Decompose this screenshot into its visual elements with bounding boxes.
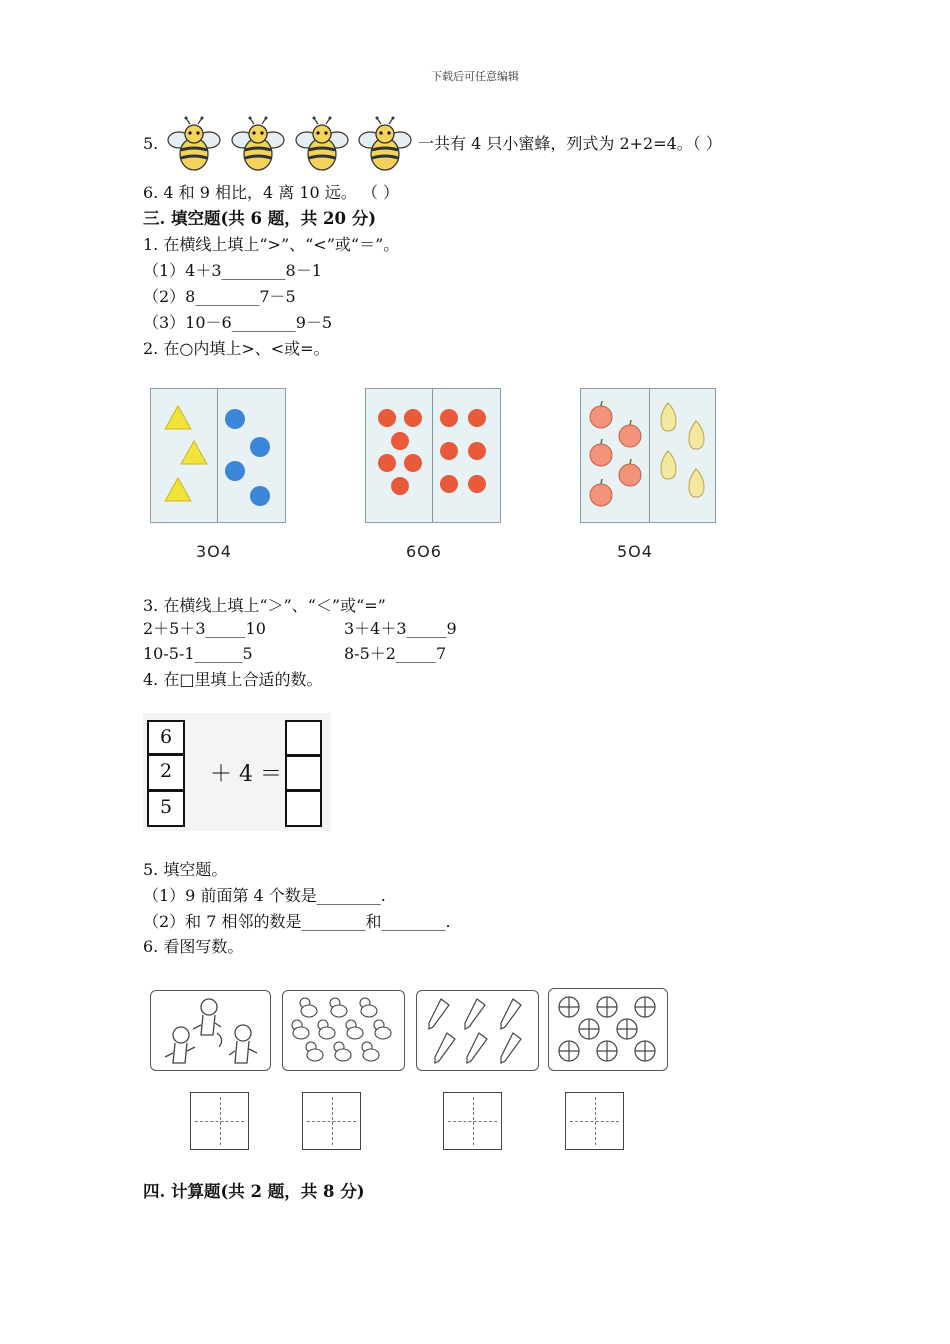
basketball-icon — [635, 997, 655, 1017]
answer-box[interactable] — [285, 720, 322, 756]
answer-box[interactable] — [285, 755, 322, 791]
pencil-icon — [435, 1033, 455, 1063]
q1-item: （2）8________7－5 — [143, 287, 296, 306]
q3-cell: 10-5-1______5 — [143, 644, 253, 663]
apple-icon — [590, 444, 612, 466]
compare-label: 3O4 — [196, 542, 232, 561]
pear-icon — [689, 421, 704, 449]
panel-triangles-dots — [150, 388, 286, 523]
panel-red-dots — [365, 388, 501, 523]
dot-icon — [250, 437, 270, 457]
q1-item: （3）10－6________9－5 — [143, 313, 333, 332]
answer-grid[interactable] — [302, 1092, 361, 1150]
q3-cell: 2＋5＋3_____10 — [143, 619, 266, 638]
bee-group — [163, 116, 418, 176]
apple-icon — [590, 484, 612, 506]
judge-q6: 6. 4 和 9 相比，4 离 10 远。 （ ） — [143, 183, 399, 202]
q5-prompt: 5. 填空题。 — [143, 860, 228, 879]
answer-box[interactable] — [285, 790, 322, 827]
picture-basketballs — [548, 988, 668, 1071]
triangle-icon — [181, 441, 207, 464]
dot-icon — [225, 409, 245, 429]
section3-title: 三. 填空题(共 6 题，共 20 分) — [143, 209, 377, 228]
bee-icon — [296, 117, 348, 171]
chick-icon — [330, 998, 347, 1017]
q5-item: （1）9 前面第 4 个数是________. — [143, 886, 386, 905]
answer-grid[interactable] — [190, 1092, 249, 1150]
number-cell: 6 — [147, 720, 185, 755]
pear-icon — [661, 451, 676, 479]
page-header: 下载后可任意编辑 — [431, 70, 519, 83]
basketball-icon — [597, 1041, 617, 1061]
triangle-icon — [165, 406, 191, 429]
pencil-icon — [467, 1033, 487, 1063]
chick-icon — [374, 1020, 391, 1039]
chick-icon — [362, 1042, 379, 1061]
q3-cell: 8-5＋2_____7 — [344, 644, 447, 663]
number-cell: 2 — [147, 754, 185, 791]
chick-icon — [334, 1042, 351, 1061]
chick-icon — [306, 1042, 323, 1061]
dot-icon — [250, 486, 270, 506]
monkey-icon — [165, 1027, 195, 1063]
chick-icon — [300, 998, 317, 1017]
q4-prompt: 4. 在□里填上合适的数。 — [143, 670, 323, 689]
triangle-icon — [165, 478, 191, 501]
apple-icon — [619, 464, 641, 486]
picture-chicks — [282, 990, 405, 1071]
pear-icon — [661, 403, 676, 431]
compare-label: 5O4 — [617, 542, 653, 561]
judge-q5-number: 5. — [143, 134, 159, 153]
picture-pencils — [416, 990, 539, 1071]
chick-icon — [360, 998, 377, 1017]
basketball-icon — [579, 1019, 599, 1039]
monkey-icon — [193, 999, 222, 1047]
bee-icon — [168, 117, 220, 171]
section4-title: 四. 计算题(共 2 题，共 8 分) — [143, 1182, 365, 1201]
q1-item: （1）4＋3________8－1 — [143, 261, 322, 280]
dot-icon — [225, 461, 245, 481]
basketball-icon — [559, 1041, 579, 1061]
panel-apples-pears — [580, 388, 716, 523]
apple-icon — [619, 425, 641, 447]
bee-icon — [359, 117, 411, 171]
basketball-icon — [559, 997, 579, 1017]
basketball-icon — [617, 1019, 637, 1039]
judge-q5-text: 一共有 4 只小蜜蜂，列式为 2+2=4。（ ） — [418, 134, 722, 153]
picture-monkeys — [150, 990, 271, 1071]
q6-prompt: 6. 看图写数。 — [143, 937, 244, 956]
bee-icon — [232, 117, 284, 171]
number-cell: 5 — [147, 790, 185, 827]
basketball-icon — [597, 997, 617, 1017]
basketball-icon — [635, 1041, 655, 1061]
chick-icon — [318, 1020, 335, 1039]
q2-prompt: 2. 在○内填上>、<或=。 — [143, 339, 330, 358]
pencil-icon — [465, 999, 485, 1029]
pencil-icon — [501, 999, 521, 1029]
q3-cell: 3＋4＋3_____9 — [344, 619, 457, 638]
pencil-icon — [501, 1033, 521, 1063]
q1-prompt: 1. 在横线上填上“>”、“<”或“＝”。 — [143, 235, 400, 254]
compare-label: 6O6 — [406, 542, 442, 561]
chick-icon — [292, 1020, 309, 1039]
chick-icon — [346, 1020, 363, 1039]
answer-grid[interactable] — [443, 1092, 502, 1150]
answer-grid[interactable] — [565, 1092, 624, 1150]
q4-operator: ＋ 4 ＝ — [210, 762, 282, 787]
monkey-icon — [229, 1025, 257, 1063]
q5-item: （2）和 7 相邻的数是________和________. — [143, 912, 451, 931]
pencil-icon — [429, 999, 449, 1029]
pear-icon — [689, 469, 704, 497]
apple-icon — [590, 406, 612, 428]
q3-prompt: 3. 在横线上填上“＞”、“＜”或“=” — [143, 596, 386, 615]
